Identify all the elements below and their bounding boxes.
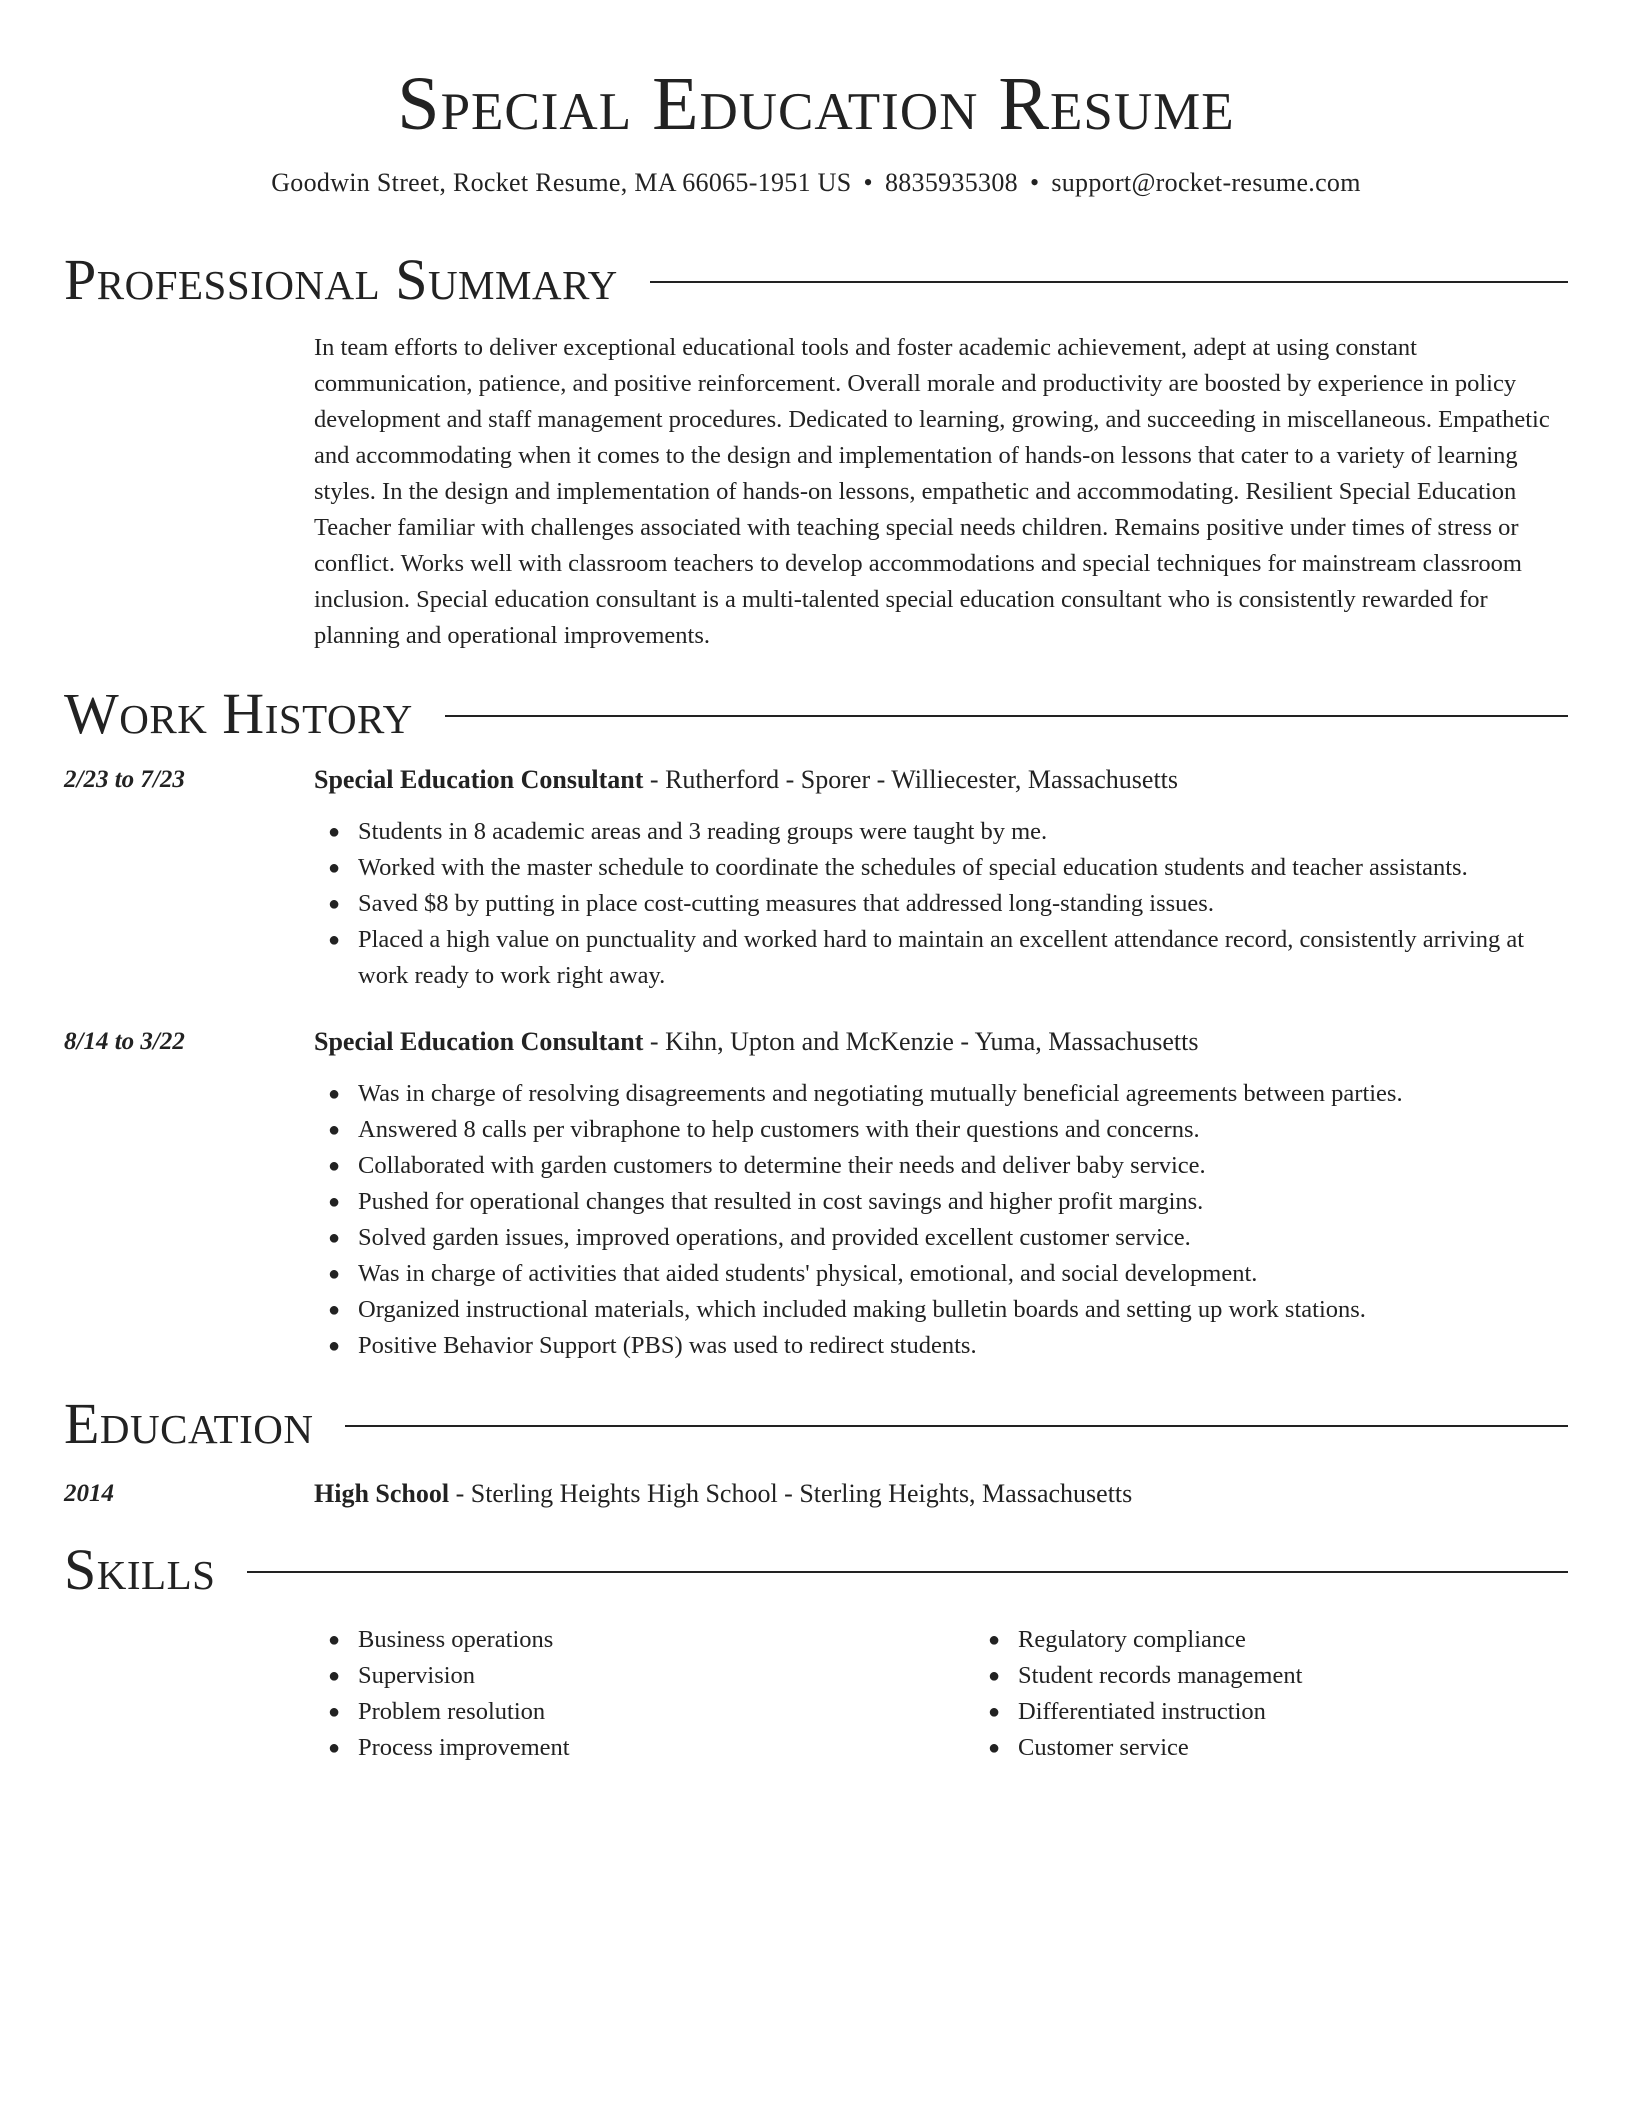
skill-item — [988, 1622, 1632, 1658]
section-divider — [445, 715, 1568, 717]
skill-item — [988, 1730, 1632, 1766]
job-dates: 2/23 to 7/23 — [64, 766, 185, 793]
bullet-icon: ● — [328, 1629, 341, 1651]
skill-item — [988, 1694, 1632, 1730]
section-divider — [345, 1425, 1568, 1427]
bullet-icon: ● — [988, 1701, 1001, 1723]
job-bullet-text: Was in charge of activities that aided students' physical, emotional, and social development. — [358, 1260, 1258, 1287]
education-year: 2014 — [64, 1480, 114, 1507]
job-header — [314, 762, 1568, 798]
bullet-icon: ● — [328, 1083, 341, 1105]
section-divider — [650, 281, 1568, 283]
contact-email: support@rocket-resume.com — [1051, 168, 1361, 197]
education-degree: High School — [314, 1479, 450, 1508]
job-employer: - Kihn, Upton and McKenzie - Yuma, Massachusetts — [643, 1027, 1199, 1056]
skills-list-right — [974, 1622, 1632, 1766]
job-bullet — [328, 1220, 1568, 1256]
work-heading: Work History — [64, 681, 413, 746]
job-bullet — [328, 1148, 1568, 1184]
job-bullet-text: Collaborated with garden customers to determine their needs and deliver baby service. — [358, 1152, 1206, 1179]
summary-row — [64, 312, 1568, 654]
skills-left-spacer — [64, 1622, 314, 1766]
skills-row — [64, 1622, 1568, 1766]
job-bullet-text: Organized instructional materials, which included making bulletin boards and setting up work stations. — [358, 1296, 1366, 1323]
job-bullet-text: Students in 8 academic areas and 3 reading groups were taught by me. — [358, 818, 1048, 845]
job-entry — [64, 762, 1568, 994]
job-bullet — [328, 922, 1568, 994]
job-bullet — [328, 1292, 1568, 1328]
skill-text: Student records management — [1018, 1662, 1303, 1689]
contact-separator: • — [1029, 168, 1040, 197]
bullet-icon: ● — [328, 1737, 341, 1759]
section-divider — [247, 1571, 1568, 1573]
contact-phone: 8835935308 — [884, 168, 1018, 197]
job-bullet — [328, 1076, 1568, 1112]
job-title: Special Education Consultant — [314, 765, 644, 794]
resume-title: Special Education Resume — [397, 62, 1235, 146]
job-entry — [64, 1024, 1568, 1364]
skill-text: Customer service — [1018, 1734, 1189, 1761]
job-employer: - Rutherford - Sporer - Williecester, Massachusetts — [643, 765, 1179, 794]
bullet-icon: ● — [328, 857, 341, 879]
skills-list-left — [314, 1622, 974, 1766]
bullet-icon: ● — [328, 893, 341, 915]
bullet-icon: ● — [328, 1335, 341, 1357]
education-entry — [64, 1476, 1568, 1512]
job-bullet-text: Answered 8 calls per vibraphone to help customers with their questions and concerns. — [358, 1116, 1200, 1143]
skill-item — [328, 1730, 974, 1766]
job-bullet — [328, 814, 1568, 850]
skill-text: Differentiated instruction — [1018, 1698, 1266, 1725]
skills-section-header — [64, 1538, 1568, 1602]
summary-left-spacer — [64, 312, 314, 654]
skill-item — [328, 1622, 974, 1658]
job-header — [314, 1024, 1568, 1060]
bullet-icon: ● — [328, 1299, 341, 1321]
skill-text: Supervision — [358, 1662, 476, 1689]
bullet-icon: ● — [328, 1263, 341, 1285]
bullet-icon: ● — [328, 1191, 341, 1213]
job-dates: 8/14 to 3/22 — [64, 1028, 185, 1055]
job-bullet — [328, 1184, 1568, 1220]
bullet-icon: ● — [988, 1629, 1001, 1651]
bullet-icon: ● — [328, 1665, 341, 1687]
job-bullet — [328, 886, 1568, 922]
skill-item — [328, 1694, 974, 1730]
work-section-header — [64, 682, 1568, 746]
skill-item — [328, 1658, 974, 1694]
bullet-icon: ● — [328, 929, 341, 951]
education-heading: Education — [64, 1391, 314, 1456]
bullet-icon: ● — [328, 1701, 341, 1723]
job-bullet — [328, 1328, 1568, 1364]
education-header — [314, 1476, 1568, 1512]
job-bullet — [328, 1256, 1568, 1292]
job-bullets — [314, 814, 1568, 994]
job-bullet — [328, 850, 1568, 886]
contact-separator: • — [863, 168, 873, 197]
job-bullet-text: Placed a high value on punctuality and worked hard to maintain an excellent attendance record, consistently arriving at work ready to work right away. — [358, 926, 1525, 989]
summary-heading: Professional Summary — [64, 247, 618, 312]
job-bullet — [328, 1112, 1568, 1148]
skills-heading: Skills — [64, 1537, 216, 1602]
job-bullet-text: Positive Behavior Support (PBS) was used to redirect students. — [358, 1332, 977, 1359]
contact-line — [64, 166, 1568, 200]
bullet-icon: ● — [328, 1227, 341, 1249]
job-bullet-text: Worked with the master schedule to coordinate the schedules of special education students and teacher assistants. — [358, 854, 1468, 881]
job-bullets — [314, 1076, 1568, 1364]
bullet-icon: ● — [328, 1155, 341, 1177]
bullet-icon: ● — [328, 821, 341, 843]
bullet-icon: ● — [988, 1665, 1001, 1687]
job-title: Special Education Consultant — [314, 1027, 644, 1056]
job-bullet-text: Saved $8 by putting in place cost-cutting measures that addressed long-standing issues. — [358, 890, 1214, 917]
skill-text: Process improvement — [358, 1734, 570, 1761]
bullet-icon: ● — [328, 1119, 341, 1141]
contact-address: Goodwin Street, Rocket Resume, MA 66065-1951 US — [271, 168, 852, 197]
skill-text: Problem resolution — [358, 1698, 546, 1725]
education-section-header — [64, 1392, 1568, 1456]
skill-item — [988, 1658, 1632, 1694]
education-school: - Sterling Heights High School - Sterling Heights, Massachusetts — [449, 1479, 1133, 1508]
skill-text: Regulatory compliance — [1018, 1626, 1246, 1653]
job-bullet-text: Pushed for operational changes that resulted in cost savings and higher profit margins. — [358, 1188, 1204, 1215]
summary-section-header — [64, 248, 1568, 312]
job-bullet-text: Solved garden issues, improved operations, and provided excellent customer service. — [358, 1224, 1191, 1251]
skill-text: Business operations — [358, 1626, 554, 1653]
summary-text: In team efforts to deliver exceptional educational tools and foster academic achievement, adept at using constant communication, patience, and positive reinforcement. Overall morale and productivity are boosted by experience in policy development and staff management procedures. Dedicated to learning, growing, and succeeding in miscellaneous. Empathetic and accommodating when it comes to the design and implementation of hands-on lessons that cater to a variety of learning styles. In the design and implementation of hands-on lessons, empathetic and accommodating. Resilient Special Education Teacher familiar with challenges associated with teaching special needs children. Remains positive under times of stress or conflict. Works well with classroom teachers to develop accommodations and special techniques for mainstream classroom inclusion. Special education consultant is a multi-talented special education consultant who is consistently rewarded for planning and operational improvements. — [314, 334, 1550, 649]
job-bullet-text: Was in charge of resolving disagreements and negotiating mutually beneficial agreements between parties. — [358, 1080, 1403, 1107]
bullet-icon: ● — [988, 1737, 1001, 1759]
